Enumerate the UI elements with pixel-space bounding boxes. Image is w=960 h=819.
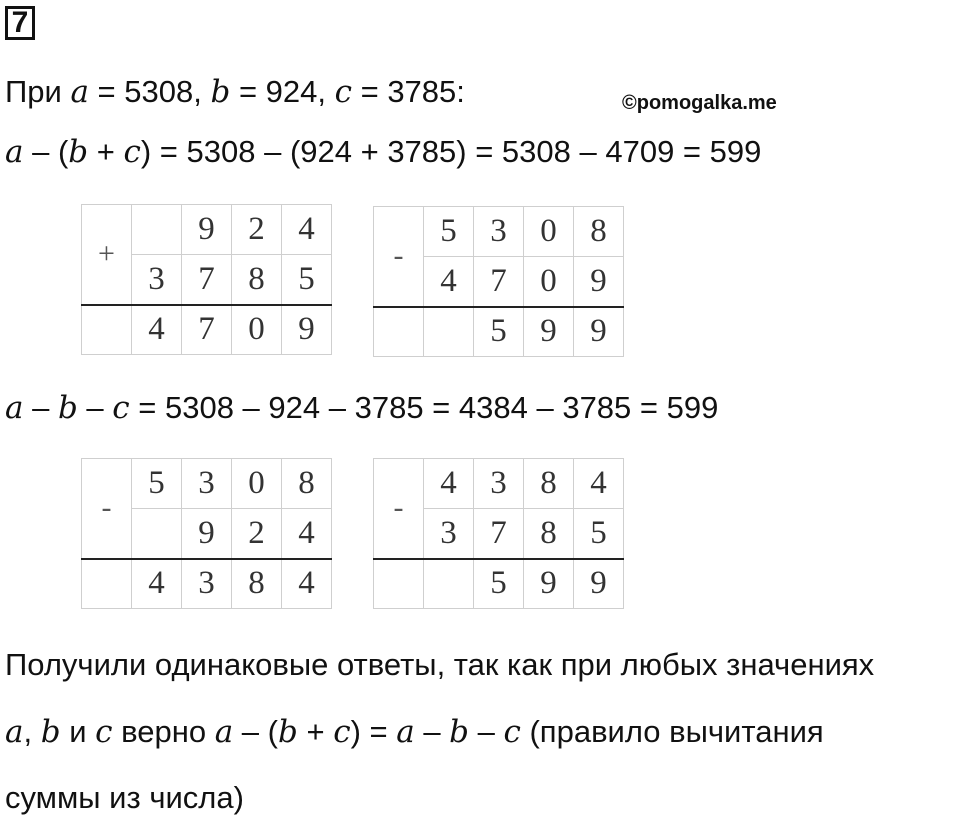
expr2-a: a <box>5 390 24 426</box>
digit-cell: 0 <box>232 305 282 355</box>
conclusion-line-1: Получили одинаковые ответы, так как при любых значениях <box>5 647 875 682</box>
rule-text: (правило вычитания <box>520 714 824 749</box>
digit-cell: 5 <box>282 255 332 305</box>
conclusion-a: a <box>5 714 24 750</box>
expr1-rest: ) = 5308 – (924 + 3785) = 5308 – 4709 = 599 <box>140 134 762 169</box>
expr2-op1: – <box>23 390 58 425</box>
given-a-value: = 5308, <box>88 74 211 109</box>
digit-cell: 0 <box>524 257 574 307</box>
digit-cell: 8 <box>524 509 574 559</box>
conclusion-b: b <box>40 714 61 750</box>
minus-sign: - <box>82 459 132 559</box>
expression-1 <box>5 132 761 172</box>
empty-cell <box>374 559 424 609</box>
minus-sign: - <box>374 459 424 559</box>
expr1-a: a <box>5 134 24 170</box>
subtraction3-row-1 <box>374 459 624 509</box>
digit-cell: 9 <box>182 205 232 255</box>
empty-cell <box>374 307 424 357</box>
digit-cell: 5 <box>424 207 474 257</box>
digit-cell: 9 <box>574 559 624 609</box>
formula-c: c <box>333 714 351 750</box>
digit-cell <box>424 307 474 357</box>
subtraction1-row-1 <box>374 207 624 257</box>
digit-cell: 5 <box>474 307 524 357</box>
expr2-rest: = 5308 – 924 – 3785 = 4384 – 3785 = 599 <box>129 390 719 425</box>
digit-cell: 4 <box>282 205 332 255</box>
minus-sign: - <box>374 207 424 307</box>
subtraction3-result <box>374 559 624 609</box>
formula-op: ) = <box>350 714 397 749</box>
digit-cell <box>424 559 474 609</box>
expr2-b: b <box>57 390 78 426</box>
digit-cell: 4 <box>132 559 182 609</box>
digit-cell: 3 <box>474 459 524 509</box>
conclusion-line-3: суммы из числа) <box>5 780 244 815</box>
digit-cell: 3 <box>182 459 232 509</box>
digit-cell: 9 <box>524 307 574 357</box>
subtraction2-row-1 <box>82 459 332 509</box>
formula-b: b <box>277 714 298 750</box>
digit-cell: 0 <box>524 207 574 257</box>
var-b: b <box>210 74 231 110</box>
expr1-c: c <box>123 134 141 170</box>
digit-cell: 7 <box>182 305 232 355</box>
var-c: c <box>334 74 352 110</box>
watermark: ©pomogalka.me <box>622 92 777 114</box>
formula-op: – ( <box>233 714 278 749</box>
digit-cell: 9 <box>574 257 624 307</box>
digit-cell: 4 <box>424 459 474 509</box>
column-subtraction-1 <box>373 206 624 357</box>
expression-2 <box>5 388 718 428</box>
given-prefix: При <box>5 74 71 109</box>
digit-cell: 9 <box>282 305 332 355</box>
digit-cell: 4 <box>282 559 332 609</box>
column-subtraction-2 <box>81 458 332 609</box>
conclusion-and: и <box>60 714 96 749</box>
var-a: a <box>70 74 89 110</box>
digit-cell: 7 <box>474 509 524 559</box>
digit-cell: 9 <box>524 559 574 609</box>
digit-cell: 8 <box>232 255 282 305</box>
digit-cell: 8 <box>282 459 332 509</box>
digit-cell: 8 <box>232 559 282 609</box>
formula-op: – <box>469 714 504 749</box>
digit-cell: 3 <box>474 207 524 257</box>
plus-sign: + <box>82 205 132 305</box>
digit-cell: 5 <box>574 509 624 559</box>
digit-cell: 3 <box>182 559 232 609</box>
formula-op: – <box>414 714 450 749</box>
digit-cell: 5 <box>474 559 524 609</box>
digit-cell: 9 <box>574 307 624 357</box>
digit-cell: 5 <box>132 459 182 509</box>
formula-c: c <box>503 714 521 750</box>
digit-cell: 4 <box>282 509 332 559</box>
expr1-b: b <box>68 134 89 170</box>
digit-cell: 7 <box>474 257 524 307</box>
formula-op: + <box>297 714 334 749</box>
digit-cell: 4 <box>424 257 474 307</box>
empty-cell <box>82 305 132 355</box>
expr1-op2: + <box>88 134 124 169</box>
given-c-value: = 3785: <box>351 74 465 109</box>
digit-cell: 3 <box>424 509 474 559</box>
empty-cell <box>82 559 132 609</box>
conclusion-true: верно <box>112 714 215 749</box>
expr2-c: c <box>112 390 130 426</box>
digit-cell: 2 <box>232 509 282 559</box>
column-addition <box>81 204 332 355</box>
digit-cell: 2 <box>232 205 282 255</box>
conclusion-c: c <box>95 714 113 750</box>
formula-a: a <box>214 714 234 750</box>
digit-cell: 4 <box>574 459 624 509</box>
column-subtraction-3 <box>373 458 624 609</box>
digit-cell: 8 <box>524 459 574 509</box>
conclusion-sep: , <box>23 714 41 749</box>
addition-result <box>82 305 332 355</box>
task-number: 7 <box>5 6 35 40</box>
formula-b: b <box>449 714 470 750</box>
formula-a: a <box>396 714 415 750</box>
digit-cell: 3 <box>132 255 182 305</box>
given-b-value: = 924, <box>230 74 335 109</box>
digit-cell <box>132 509 182 559</box>
digit-cell: 7 <box>182 255 232 305</box>
subtraction1-result <box>374 307 624 357</box>
digit-cell: 8 <box>574 207 624 257</box>
digit-cell <box>132 205 182 255</box>
given-values <box>5 72 465 112</box>
digit-cell: 0 <box>232 459 282 509</box>
subtraction2-result <box>82 559 332 609</box>
expr2-op2: – <box>77 390 113 425</box>
expr1-op1: – ( <box>23 134 69 169</box>
digit-cell: 4 <box>132 305 182 355</box>
addition-row-1 <box>82 205 332 255</box>
conclusion-line-2 <box>5 712 824 752</box>
digit-cell: 9 <box>182 509 232 559</box>
